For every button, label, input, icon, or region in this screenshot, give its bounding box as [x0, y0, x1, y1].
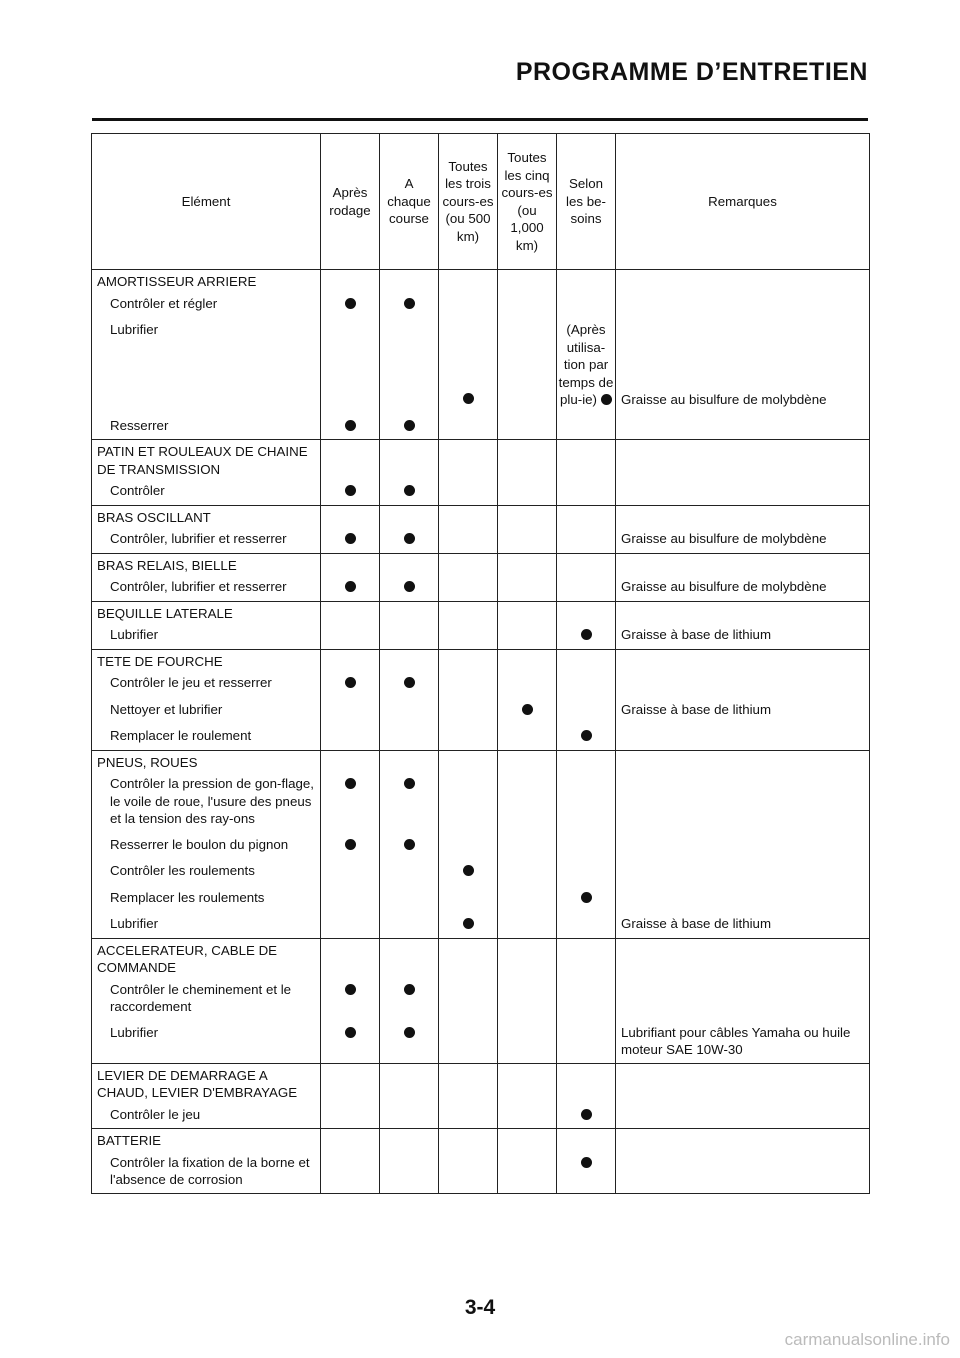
- section-title: BRAS OSCILLANT: [92, 505, 321, 526]
- interval-cell: [380, 723, 439, 750]
- interval-cell: [498, 622, 557, 649]
- empty-cell: [321, 938, 380, 977]
- interval-cell: [557, 478, 616, 505]
- item-remark: [616, 1150, 870, 1194]
- check-dot: [345, 984, 356, 995]
- empty-cell: [498, 601, 557, 622]
- empty-cell: [439, 270, 498, 291]
- interval-cell: [380, 1150, 439, 1194]
- col-every-fifth: Toutes les cinq cours-es (ou 1,000 km): [498, 134, 557, 270]
- item-label: Contrôler, lubrifier et resserrer: [92, 574, 321, 601]
- interval-cell: [439, 858, 498, 885]
- interval-cell: [321, 723, 380, 750]
- interval-cell: [439, 1102, 498, 1129]
- interval-cell: [439, 723, 498, 750]
- interval-cell: [321, 858, 380, 885]
- check-dot: [581, 892, 592, 903]
- interval-cell: [321, 478, 380, 505]
- empty-cell: [380, 601, 439, 622]
- interval-cell: [498, 1020, 557, 1064]
- title-rule: [92, 118, 868, 121]
- item-label: Nettoyer et lubrifier: [92, 697, 321, 724]
- section-title: ACCELERATEUR, CABLE DE COMMANDE: [92, 938, 321, 977]
- empty-cell: [616, 1129, 870, 1150]
- interval-cell: [557, 574, 616, 601]
- check-dot: [404, 984, 415, 995]
- table-row: [92, 885, 870, 912]
- interval-cell: [439, 771, 498, 832]
- section-title: TETE DE FOURCHE: [92, 649, 321, 670]
- item-label: Contrôler la pression de gon-flage, le voile de roue, l'usure des pneus et la tension des ray-ons: [92, 771, 321, 832]
- check-dot: [404, 485, 415, 496]
- interval-cell: [557, 697, 616, 724]
- table-row: [92, 526, 870, 553]
- empty-cell: [557, 440, 616, 479]
- interval-cell: [321, 697, 380, 724]
- check-dot: [345, 533, 356, 544]
- interval-cell: [380, 291, 439, 318]
- interval-cell: [498, 832, 557, 859]
- interval-cell: [498, 478, 557, 505]
- interval-cell: [439, 622, 498, 649]
- check-dot: [345, 1027, 356, 1038]
- empty-cell: [321, 553, 380, 574]
- interval-cell: [557, 1102, 616, 1129]
- section-title: PNEUS, ROUES: [92, 750, 321, 771]
- col-every-third: Toutes les trois cours-es (ou 500 km): [439, 134, 498, 270]
- item-label: Contrôler le cheminement et le raccordement: [92, 977, 321, 1020]
- check-dot: [345, 839, 356, 850]
- empty-cell: [557, 505, 616, 526]
- empty-cell: [439, 1129, 498, 1150]
- interval-cell: [321, 574, 380, 601]
- check-dot: [463, 918, 474, 929]
- item-label: Lubrifier: [92, 1020, 321, 1064]
- empty-cell: [498, 1063, 557, 1102]
- interval-cell: [557, 291, 616, 318]
- empty-cell: [616, 505, 870, 526]
- item-label: Lubrifier: [92, 622, 321, 649]
- interval-cell: [498, 771, 557, 832]
- check-dot: [404, 298, 415, 309]
- empty-cell: [557, 1063, 616, 1102]
- check-dot: [345, 420, 356, 431]
- empty-cell: [439, 1063, 498, 1102]
- interval-cell: [498, 911, 557, 938]
- check-dot: [404, 420, 415, 431]
- interval-cell: [557, 858, 616, 885]
- interval-cell: [439, 977, 498, 1020]
- interval-cell: [439, 413, 498, 440]
- empty-cell: [321, 601, 380, 622]
- interval-cell: [321, 1020, 380, 1064]
- item-remark: [616, 1102, 870, 1129]
- interval-cell: [498, 413, 557, 440]
- maintenance-table: [91, 133, 870, 1194]
- interval-cell: [557, 832, 616, 859]
- interval-cell: [380, 478, 439, 505]
- empty-cell: [498, 553, 557, 574]
- interval-cell: [498, 1150, 557, 1194]
- item-label: Contrôler la fixation de la borne et l'absence de corrosion: [92, 1150, 321, 1194]
- table-row: [92, 622, 870, 649]
- section-row: [92, 938, 870, 977]
- table-body: [92, 270, 870, 1194]
- interval-cell: [380, 622, 439, 649]
- table-row: [92, 317, 870, 413]
- empty-cell: [380, 1129, 439, 1150]
- page-number: 3-4: [464, 1296, 496, 1319]
- interval-cell: [557, 911, 616, 938]
- empty-cell: [557, 649, 616, 670]
- empty-cell: [439, 553, 498, 574]
- item-remark: [616, 977, 870, 1020]
- check-dot: [345, 485, 356, 496]
- interval-cell: [380, 413, 439, 440]
- check-dot: [581, 1157, 592, 1168]
- interval-cell: [439, 670, 498, 697]
- interval-cell: [557, 1150, 616, 1194]
- interval-cell: [380, 526, 439, 553]
- interval-cell: [498, 723, 557, 750]
- interval-cell: [498, 1102, 557, 1129]
- interval-cell: [557, 413, 616, 440]
- interval-cell: [557, 670, 616, 697]
- interval-cell: [321, 1102, 380, 1129]
- table-row: [92, 858, 870, 885]
- empty-cell: [321, 1129, 380, 1150]
- interval-cell: [321, 526, 380, 553]
- empty-cell: [321, 440, 380, 479]
- interval-cell: [439, 1020, 498, 1064]
- empty-cell: [557, 938, 616, 977]
- empty-cell: [380, 440, 439, 479]
- check-dot: [345, 298, 356, 309]
- empty-cell: [380, 750, 439, 771]
- empty-cell: [321, 750, 380, 771]
- interval-cell: [498, 574, 557, 601]
- section-title: BEQUILLE LATERALE: [92, 601, 321, 622]
- table-row: [92, 1150, 870, 1194]
- interval-cell: [498, 885, 557, 912]
- item-label: Remplacer le roulement: [92, 723, 321, 750]
- empty-cell: [439, 750, 498, 771]
- interval-cell: [498, 670, 557, 697]
- item-remark: [616, 858, 870, 885]
- empty-cell: [380, 1063, 439, 1102]
- check-dot: [404, 581, 415, 592]
- empty-cell: [498, 1129, 557, 1150]
- item-remark: [616, 723, 870, 750]
- empty-cell: [380, 649, 439, 670]
- empty-cell: [616, 938, 870, 977]
- check-dot: [404, 778, 415, 789]
- interval-cell: [557, 317, 616, 413]
- empty-cell: [498, 505, 557, 526]
- col-as-required: Selon les be-soins: [557, 134, 616, 270]
- interval-cell: [557, 771, 616, 832]
- interval-cell: [380, 670, 439, 697]
- check-dot: [463, 393, 474, 404]
- check-dot: [581, 629, 592, 640]
- item-label: Resserrer le boulon du pignon: [92, 832, 321, 859]
- empty-cell: [439, 440, 498, 479]
- check-dot: [404, 839, 415, 850]
- page-title: PROGRAMME D’ENTRETIEN: [515, 58, 868, 86]
- item-label: Contrôler, lubrifier et resserrer: [92, 526, 321, 553]
- empty-cell: [616, 750, 870, 771]
- interval-cell: [321, 1150, 380, 1194]
- section-title: LEVIER DE DEMARRAGE A CHAUD, LEVIER D'EMBRAYAGE: [92, 1063, 321, 1102]
- interval-cell: [439, 478, 498, 505]
- interval-cell: [380, 574, 439, 601]
- empty-cell: [616, 270, 870, 291]
- table-row: [92, 771, 870, 832]
- item-remark: [616, 478, 870, 505]
- table-row: [92, 670, 870, 697]
- interval-cell: [380, 911, 439, 938]
- interval-cell: [439, 885, 498, 912]
- interval-cell: [321, 911, 380, 938]
- empty-cell: [557, 1129, 616, 1150]
- item-remark: Graisse au bisulfure de molybdène: [616, 574, 870, 601]
- empty-cell: [498, 270, 557, 291]
- interval-cell: [557, 622, 616, 649]
- item-label: Contrôler: [92, 478, 321, 505]
- interval-cell: [557, 885, 616, 912]
- empty-cell: [616, 1063, 870, 1102]
- check-dot: [581, 730, 592, 741]
- table-row: [92, 1102, 870, 1129]
- empty-cell: [498, 649, 557, 670]
- interval-cell: [557, 1020, 616, 1064]
- empty-cell: [498, 750, 557, 771]
- empty-cell: [380, 553, 439, 574]
- section-row: [92, 1129, 870, 1150]
- empty-cell: [557, 601, 616, 622]
- section-title: BRAS RELAIS, BIELLE: [92, 553, 321, 574]
- interval-cell: [380, 832, 439, 859]
- item-remark: Graisse au bisulfure de molybdène: [616, 526, 870, 553]
- col-element: Elément: [92, 134, 321, 270]
- table-row: [92, 911, 870, 938]
- item-remark: [616, 885, 870, 912]
- item-remark: [616, 670, 870, 697]
- interval-cell: [439, 1150, 498, 1194]
- item-label: Resserrer: [92, 413, 321, 440]
- item-remark: Lubrifiant pour câbles Yamaha ou huile moteur SAE 10W-30: [616, 1020, 870, 1064]
- item-label: Contrôler le jeu et resserrer: [92, 670, 321, 697]
- check-dot: [404, 677, 415, 688]
- section-row: [92, 440, 870, 479]
- table-row: [92, 478, 870, 505]
- empty-cell: [616, 440, 870, 479]
- interval-cell: [498, 977, 557, 1020]
- section-title: BATTERIE: [92, 1129, 321, 1150]
- interval-cell: [498, 697, 557, 724]
- empty-cell: [439, 938, 498, 977]
- interval-cell: [321, 885, 380, 912]
- interval-cell: [380, 317, 439, 413]
- empty-cell: [498, 938, 557, 977]
- empty-cell: [616, 553, 870, 574]
- table-row: [92, 574, 870, 601]
- interval-cell: [498, 317, 557, 413]
- empty-cell: [321, 649, 380, 670]
- interval-cell: [557, 723, 616, 750]
- interval-cell: [380, 1102, 439, 1129]
- empty-cell: [557, 750, 616, 771]
- item-remark: [616, 771, 870, 832]
- empty-cell: [380, 505, 439, 526]
- check-dot: [463, 865, 474, 876]
- item-remark: [616, 832, 870, 859]
- table-row: [92, 832, 870, 859]
- interval-cell: [321, 413, 380, 440]
- section-row: [92, 553, 870, 574]
- empty-cell: [321, 505, 380, 526]
- header-row: [92, 134, 870, 270]
- col-remarks: Remarques: [616, 134, 870, 270]
- interval-cell: [439, 574, 498, 601]
- interval-cell: [321, 317, 380, 413]
- check-dot: [581, 1109, 592, 1120]
- empty-cell: [380, 938, 439, 977]
- check-dot: [345, 677, 356, 688]
- interval-cell: [439, 291, 498, 318]
- item-label: Contrôler et régler: [92, 291, 321, 318]
- empty-cell: [439, 505, 498, 526]
- section-row: [92, 505, 870, 526]
- interval-cell: [498, 858, 557, 885]
- table-row: [92, 977, 870, 1020]
- empty-cell: [498, 440, 557, 479]
- interval-cell: [380, 1020, 439, 1064]
- empty-cell: [616, 601, 870, 622]
- item-label: Contrôler les roulements: [92, 858, 321, 885]
- interval-cell: [498, 291, 557, 318]
- interval-note: (Après utilisa-tion par temps de plu-ie): [558, 322, 614, 407]
- table-row: [92, 697, 870, 724]
- interval-cell: [321, 291, 380, 318]
- interval-cell: [439, 911, 498, 938]
- item-remark: [616, 291, 870, 318]
- check-dot: [404, 533, 415, 544]
- table-row: [92, 291, 870, 318]
- interval-cell: [557, 977, 616, 1020]
- col-every-race: A chaque course: [380, 134, 439, 270]
- item-label: Lubrifier: [92, 317, 321, 413]
- table-row: [92, 723, 870, 750]
- check-dot: [345, 581, 356, 592]
- col-after-break-in: Après rodage: [321, 134, 380, 270]
- empty-cell: [557, 553, 616, 574]
- interval-cell: [439, 526, 498, 553]
- interval-cell: [321, 977, 380, 1020]
- interval-cell: [498, 526, 557, 553]
- check-dot: [345, 778, 356, 789]
- table-row: [92, 413, 870, 440]
- interval-cell: [439, 317, 498, 413]
- empty-cell: [439, 601, 498, 622]
- interval-cell: [380, 885, 439, 912]
- section-row: [92, 270, 870, 291]
- section-title: PATIN ET ROULEAUX DE CHAINE DE TRANSMISSION: [92, 440, 321, 479]
- interval-cell: [557, 526, 616, 553]
- item-label: Contrôler le jeu: [92, 1102, 321, 1129]
- section-title: AMORTISSEUR ARRIERE: [92, 270, 321, 291]
- table-row: [92, 1020, 870, 1064]
- check-dot: [522, 704, 533, 715]
- item-label: Remplacer les roulements: [92, 885, 321, 912]
- item-remark: Graisse à base de lithium: [616, 697, 870, 724]
- empty-cell: [380, 270, 439, 291]
- interval-cell: [321, 670, 380, 697]
- empty-cell: [557, 270, 616, 291]
- interval-cell: [439, 832, 498, 859]
- check-dot: [601, 394, 612, 405]
- empty-cell: [616, 649, 870, 670]
- section-row: [92, 750, 870, 771]
- item-remark: Graisse au bisulfure de molybdène: [616, 317, 870, 413]
- interval-cell: [380, 858, 439, 885]
- item-remark: Graisse à base de lithium: [616, 622, 870, 649]
- item-label: Lubrifier: [92, 911, 321, 938]
- watermark: carmanualsonline.info: [784, 1330, 950, 1349]
- interval-cell: [321, 832, 380, 859]
- interval-cell: [321, 771, 380, 832]
- empty-cell: [439, 649, 498, 670]
- interval-cell: [321, 622, 380, 649]
- empty-cell: [321, 1063, 380, 1102]
- interval-cell: [380, 771, 439, 832]
- item-remark: [616, 413, 870, 440]
- section-row: [92, 649, 870, 670]
- interval-cell: [439, 697, 498, 724]
- interval-cell: [380, 697, 439, 724]
- check-dot: [404, 1027, 415, 1038]
- section-row: [92, 601, 870, 622]
- item-remark: Graisse à base de lithium: [616, 911, 870, 938]
- empty-cell: [321, 270, 380, 291]
- section-row: [92, 1063, 870, 1102]
- interval-cell: [380, 977, 439, 1020]
